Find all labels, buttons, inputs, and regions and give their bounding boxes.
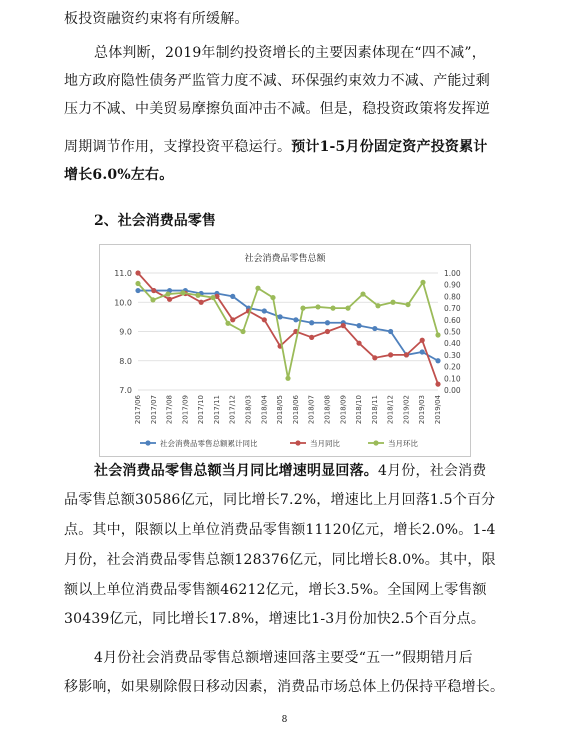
text-span: 周期调节作用，支撑投资平稳运行。 — [64, 139, 292, 155]
x-tick-label: 2018/08 — [323, 395, 332, 425]
bold-text-span: 社会消费品零售总额当月同比增速明显回落。 — [94, 463, 378, 479]
x-tick-label: 2017/07 — [149, 395, 158, 425]
x-tick-label: 2019/03 — [418, 395, 427, 425]
x-tick-label: 2018/05 — [276, 395, 285, 425]
data-point — [356, 323, 361, 328]
y-tick-label-left: 10.0 — [114, 298, 132, 308]
legend-marker — [145, 440, 150, 445]
x-tick-label: 2019/02 — [402, 395, 411, 425]
legend-marker — [373, 440, 378, 445]
legend-label: 当月环比 — [388, 439, 418, 448]
y-tick-label-left: 9.0 — [119, 327, 132, 337]
paragraph-line: 板投资融资约束将有所缓解。 — [64, 11, 249, 27]
data-point — [135, 288, 140, 293]
y-tick-label-right: 0.90 — [444, 280, 461, 290]
data-point — [278, 314, 283, 319]
x-tick-label: 2018/10 — [355, 395, 364, 425]
data-point — [375, 303, 380, 308]
y-tick-label-right: 0.80 — [444, 292, 461, 302]
y-tick-label-right: 1.00 — [444, 269, 461, 278]
y-tick-label-right: 0.60 — [444, 315, 461, 325]
chart-container — [99, 244, 471, 457]
paragraph-line: 增长6.0%左右。 — [64, 167, 174, 183]
data-point — [199, 300, 204, 305]
data-point — [341, 323, 346, 328]
legend-marker — [295, 440, 300, 445]
x-tick-label: 2017/10 — [197, 395, 206, 425]
x-tick-label: 2018/07 — [307, 395, 316, 425]
x-tick-label: 2018/09 — [339, 395, 348, 425]
paragraph-line: 月份，社会消费品零售总额128376亿元，同比增长8.0%。其中，限 — [64, 552, 496, 568]
section-heading: 2、社会消费品零售 — [94, 213, 216, 229]
x-tick-label: 2019/04 — [434, 395, 442, 425]
paragraph-line: 总体判断，2019年制约投资增长的主要因素体现在“四不减”， — [94, 45, 486, 61]
paragraph-line: 点。其中，限额以上单位消费品零售额11120亿元，增长2.0%。1-4 — [64, 522, 496, 538]
data-point — [388, 352, 393, 357]
data-point — [435, 382, 440, 387]
data-point — [372, 355, 377, 360]
data-point — [435, 332, 440, 337]
x-tick-label: 2017/11 — [212, 395, 221, 425]
data-point — [270, 295, 275, 300]
data-point — [325, 320, 330, 325]
data-point — [293, 317, 298, 322]
data-point — [285, 376, 290, 381]
data-point — [135, 270, 140, 275]
data-point — [309, 320, 314, 325]
page-number: 8 — [281, 715, 288, 725]
data-point — [420, 280, 425, 285]
legend-label: 社会消费品零售总额累计同比 — [160, 439, 258, 448]
x-tick-label: 2017/08 — [165, 395, 174, 425]
data-point — [330, 306, 335, 311]
x-tick-label: 2018/11 — [370, 395, 379, 425]
series-line — [138, 282, 438, 378]
y-tick-label-right: 0.70 — [444, 304, 461, 314]
data-point — [420, 338, 425, 343]
data-point — [309, 335, 314, 340]
data-point — [135, 281, 140, 286]
text-span: 4月份，社会消费 — [378, 463, 487, 479]
paragraph-line: 压力不减、中美贸易摩擦负面冲击不减。但是，稳投资政策将发挥逆 — [64, 101, 490, 117]
bold-text-span: 预计1-5月份固定资产投资累计 — [291, 139, 488, 155]
y-tick-label-right: 0.50 — [444, 327, 461, 337]
data-point — [225, 321, 230, 326]
data-point — [195, 293, 200, 298]
data-point — [210, 295, 215, 300]
data-point — [240, 329, 245, 334]
data-point — [325, 329, 330, 334]
paragraph-line: 30439亿元，同比增长17.8%，增速比1-3月份加快2.5个百分点。 — [64, 611, 486, 627]
y-tick-label-left: 8.0 — [119, 356, 132, 366]
data-point — [345, 306, 350, 311]
paragraph-line — [64, 138, 488, 156]
data-point — [388, 329, 393, 334]
data-point — [315, 304, 320, 309]
data-point — [180, 290, 185, 295]
data-point — [150, 297, 155, 302]
paragraph-line: 移影响，如果剔除假日移动因素，消费品市场总体上仍保持平稳增长。 — [64, 679, 505, 695]
data-point — [262, 308, 267, 313]
data-point — [435, 358, 440, 363]
y-tick-label-right: 0.10 — [444, 374, 461, 384]
x-tick-label: 2018/04 — [260, 395, 269, 425]
y-tick-label-right: 0.00 — [444, 386, 461, 395]
x-tick-label: 2018/06 — [291, 395, 300, 425]
data-point — [167, 297, 172, 302]
legend-label: 当月同比 — [310, 439, 340, 448]
paragraph-line — [94, 462, 487, 480]
data-point — [405, 302, 410, 307]
data-point — [404, 352, 409, 357]
data-point — [390, 300, 395, 305]
x-tick-label: 2017/09 — [181, 395, 190, 425]
line-chart — [100, 245, 470, 456]
paragraph-line: 额以上单位消费品零售额46212亿元，增长3.5%。全国网上零售额 — [64, 582, 487, 598]
paragraph-line: 地方政府隐性债务严监管力度不减、环保强约束效力不减、产能过剩 — [64, 73, 490, 89]
x-tick-label: 2017/12 — [228, 395, 237, 425]
data-point — [372, 326, 377, 331]
y-tick-label-left: 7.0 — [119, 386, 132, 395]
data-point — [300, 306, 305, 311]
paragraph-line: 品零售总额30586亿元，同比增长7.2%，增速比上月回落1.5个百分 — [64, 492, 496, 508]
y-tick-label-right: 0.40 — [444, 339, 461, 349]
y-tick-label-right: 0.20 — [444, 362, 461, 372]
y-tick-label-right: 0.30 — [444, 350, 461, 360]
data-point — [230, 317, 235, 322]
data-point — [230, 294, 235, 299]
data-point — [420, 349, 425, 354]
data-point — [360, 291, 365, 296]
chart-title: 社会消费品零售总额 — [244, 254, 326, 264]
data-point — [255, 286, 260, 291]
x-tick-label: 2018/03 — [244, 395, 253, 425]
data-point — [356, 341, 361, 346]
data-point — [165, 291, 170, 296]
data-point — [262, 317, 267, 322]
data-point — [151, 288, 156, 293]
y-tick-label-left: 11.0 — [114, 269, 132, 278]
x-tick-label: 2018/12 — [386, 395, 395, 425]
x-tick-label: 2017/06 — [134, 395, 142, 425]
paragraph-line: 4月份社会消费品零售总额增速回落主要受“五一”假期错月后 — [94, 650, 473, 666]
